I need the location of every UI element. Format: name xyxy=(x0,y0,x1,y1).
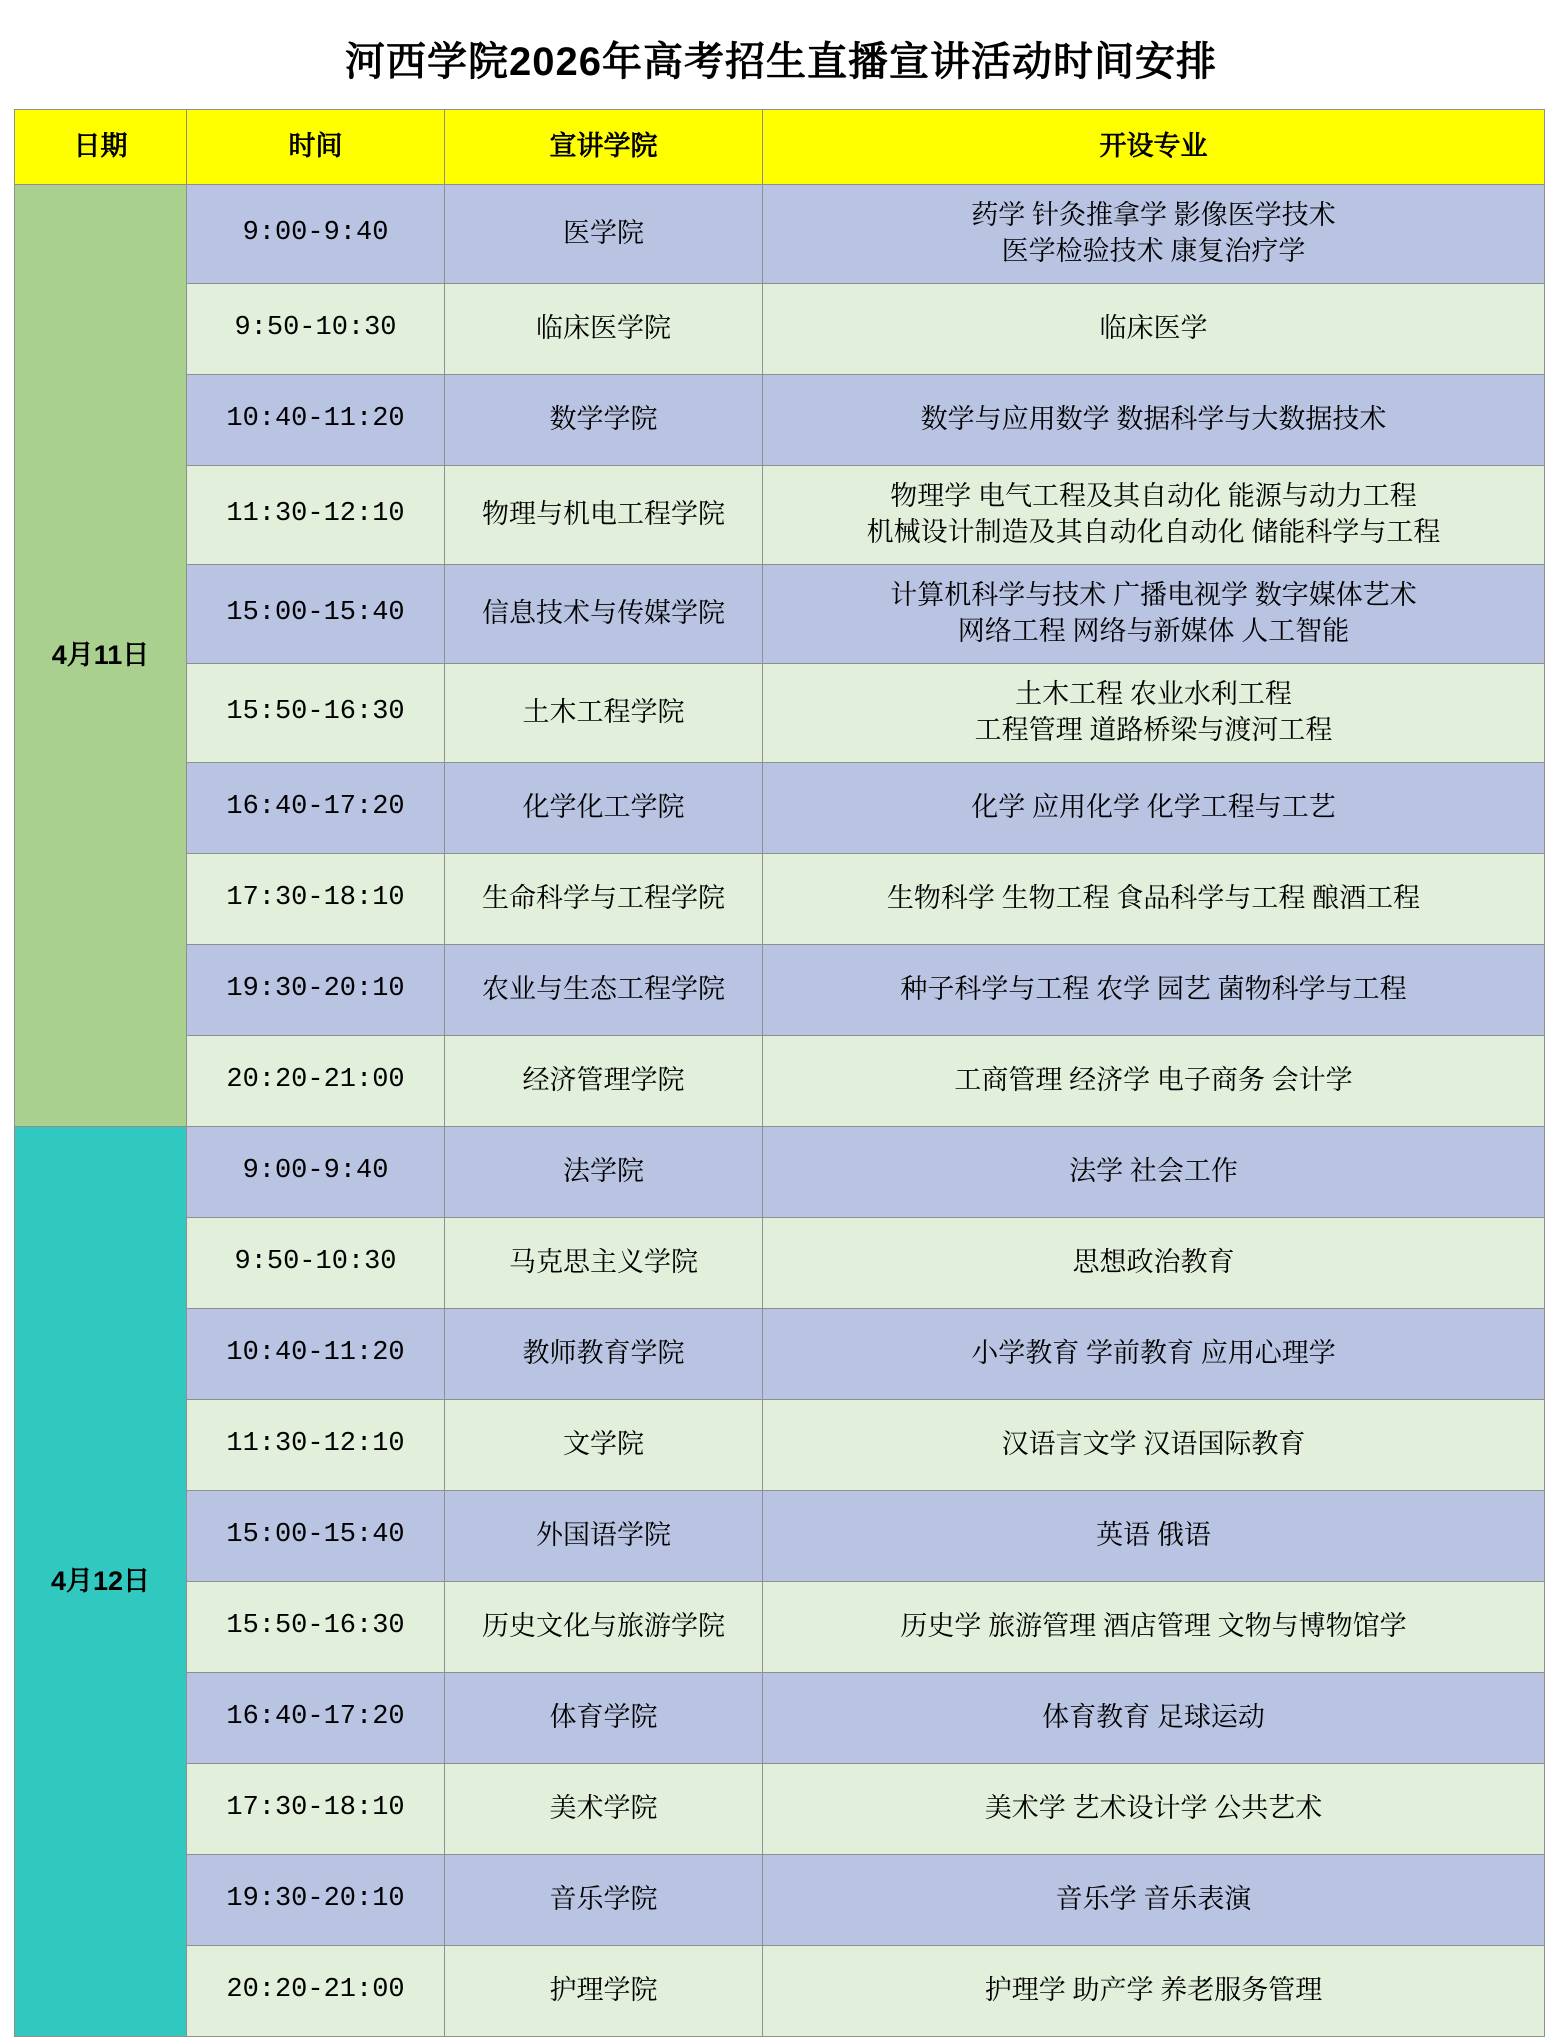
majors-cell xyxy=(763,185,1545,284)
table-row xyxy=(15,664,1545,763)
time-cell: 15:00-15:40 xyxy=(187,565,445,664)
majors-line: 音乐学 音乐表演 xyxy=(1055,1884,1252,1915)
college-cell: 农业与生态工程学院 xyxy=(445,945,763,1036)
time-cell: 17:30-18:10 xyxy=(187,1764,445,1855)
date-cell: 4月12日 xyxy=(15,1127,187,2037)
college-cell: 美术学院 xyxy=(445,1764,763,1855)
table-row xyxy=(15,1400,1545,1491)
college-cell: 音乐学院 xyxy=(445,1855,763,1946)
table-row xyxy=(15,854,1545,945)
table-row xyxy=(15,1036,1545,1127)
majors-line: 汉语言文学 汉语国际教育 xyxy=(1001,1429,1306,1460)
time-cell: 15:50-16:30 xyxy=(187,1582,445,1673)
time-cell: 16:40-17:20 xyxy=(187,1673,445,1764)
college-cell: 马克思主义学院 xyxy=(445,1218,763,1309)
majors-line: 美术学 艺术设计学 公共艺术 xyxy=(984,1793,1323,1824)
header-majors: 开设专业 xyxy=(763,110,1545,185)
majors-line: 英语 俄语 xyxy=(1096,1520,1211,1551)
college-cell: 生命科学与工程学院 xyxy=(445,854,763,945)
college-cell: 护理学院 xyxy=(445,1946,763,2037)
majors-cell xyxy=(763,854,1545,945)
table-row xyxy=(15,1127,1545,1218)
majors-cell xyxy=(763,375,1545,466)
majors-cell xyxy=(763,466,1545,565)
table-row xyxy=(15,284,1545,375)
table-row xyxy=(15,375,1545,466)
time-cell: 10:40-11:20 xyxy=(187,1309,445,1400)
college-cell: 化学化工学院 xyxy=(445,763,763,854)
majors-line: 体育教育 足球运动 xyxy=(1042,1702,1265,1733)
majors-cell xyxy=(763,664,1545,763)
table-row xyxy=(15,1582,1545,1673)
college-cell: 经济管理学院 xyxy=(445,1036,763,1127)
table-row xyxy=(15,1946,1545,2037)
majors-line: 计算机科学与技术 广播电视学 数字媒体艺术 xyxy=(890,580,1417,611)
majors-cell xyxy=(763,945,1545,1036)
table-row xyxy=(15,1764,1545,1855)
majors-cell xyxy=(763,565,1545,664)
time-cell: 16:40-17:20 xyxy=(187,763,445,854)
college-cell: 外国语学院 xyxy=(445,1491,763,1582)
college-cell: 历史文化与旅游学院 xyxy=(445,1582,763,1673)
table-row xyxy=(15,466,1545,565)
college-cell: 教师教育学院 xyxy=(445,1309,763,1400)
majors-line: 物理学 电气工程及其自动化 能源与动力工程 xyxy=(890,481,1417,512)
schedule-table xyxy=(14,109,1545,2037)
table-row xyxy=(15,945,1545,1036)
table-row xyxy=(15,1491,1545,1582)
majors-cell xyxy=(763,1946,1545,2037)
majors-cell xyxy=(763,1855,1545,1946)
college-cell: 土木工程学院 xyxy=(445,664,763,763)
majors-cell xyxy=(763,1764,1545,1855)
college-cell: 法学院 xyxy=(445,1127,763,1218)
majors-cell xyxy=(763,1036,1545,1127)
majors-cell xyxy=(763,1218,1545,1309)
majors-line: 小学教育 学前教育 应用心理学 xyxy=(971,1338,1336,1369)
majors-cell xyxy=(763,1673,1545,1764)
header-date: 日期 xyxy=(15,110,187,185)
majors-line: 数学与应用数学 数据科学与大数据技术 xyxy=(920,404,1387,435)
majors-line: 工商管理 经济学 电子商务 会计学 xyxy=(954,1065,1353,1096)
college-cell: 医学院 xyxy=(445,185,763,284)
majors-cell xyxy=(763,1309,1545,1400)
majors-line: 护理学 助产学 养老服务管理 xyxy=(984,1975,1323,2006)
time-cell: 17:30-18:10 xyxy=(187,854,445,945)
table-row xyxy=(15,1218,1545,1309)
majors-line: 机械设计制造及其自动化自动化 储能科学与工程 xyxy=(866,517,1441,547)
majors-cell xyxy=(763,1582,1545,1673)
table-row xyxy=(15,763,1545,854)
time-cell: 15:50-16:30 xyxy=(187,664,445,763)
college-cell: 数学学院 xyxy=(445,375,763,466)
majors-line: 思想政治教育 xyxy=(1072,1247,1235,1278)
majors-line: 土木工程 农业水利工程 xyxy=(1015,679,1292,710)
table-row xyxy=(15,1309,1545,1400)
time-cell: 19:30-20:10 xyxy=(187,1855,445,1946)
majors-line: 化学 应用化学 化学工程与工艺 xyxy=(971,792,1336,823)
table-header xyxy=(15,110,1545,185)
majors-cell xyxy=(763,1127,1545,1218)
majors-cell xyxy=(763,1491,1545,1582)
majors-line: 药学 针灸推拿学 影像医学技术 xyxy=(971,200,1336,231)
header-college: 宣讲学院 xyxy=(445,110,763,185)
table-row xyxy=(15,185,1545,284)
table-row xyxy=(15,1855,1545,1946)
time-cell: 9:50-10:30 xyxy=(187,1218,445,1309)
majors-line: 法学 社会工作 xyxy=(1069,1156,1238,1187)
header-row xyxy=(15,110,1545,185)
majors-line: 临床医学 xyxy=(1099,313,1208,344)
time-cell: 15:00-15:40 xyxy=(187,1491,445,1582)
college-cell: 物理与机电工程学院 xyxy=(445,466,763,565)
time-cell: 9:00-9:40 xyxy=(187,185,445,284)
header-time: 时间 xyxy=(187,110,445,185)
majors-cell xyxy=(763,284,1545,375)
majors-line: 网络工程 网络与新媒体 人工智能 xyxy=(957,616,1350,646)
college-cell: 信息技术与传媒学院 xyxy=(445,565,763,664)
majors-line: 生物科学 生物工程 食品科学与工程 酿酒工程 xyxy=(886,883,1421,914)
page-title: 河西学院2026年高考招生直播宣讲活动时间安排 xyxy=(345,40,1217,84)
time-cell: 10:40-11:20 xyxy=(187,375,445,466)
time-cell: 11:30-12:10 xyxy=(187,1400,445,1491)
college-cell: 文学院 xyxy=(445,1400,763,1491)
table-row xyxy=(15,565,1545,664)
majors-line: 种子科学与工程 农学 园艺 菌物科学与工程 xyxy=(900,974,1407,1005)
majors-cell xyxy=(763,763,1545,854)
date-cell: 4月11日 xyxy=(15,185,187,1127)
majors-line: 工程管理 道路桥梁与渡河工程 xyxy=(974,715,1333,745)
time-cell: 9:00-9:40 xyxy=(187,1127,445,1218)
majors-line: 历史学 旅游管理 酒店管理 文物与博物馆学 xyxy=(900,1611,1407,1642)
majors-line: 医学检验技术 康复治疗学 xyxy=(1001,236,1306,266)
time-cell: 9:50-10:30 xyxy=(187,284,445,375)
time-cell: 20:20-21:00 xyxy=(187,1036,445,1127)
time-cell: 20:20-21:00 xyxy=(187,1946,445,2037)
table-row xyxy=(15,1673,1545,1764)
time-cell: 19:30-20:10 xyxy=(187,945,445,1036)
table-body xyxy=(15,185,1545,2037)
college-cell: 临床医学院 xyxy=(445,284,763,375)
time-cell: 11:30-12:10 xyxy=(187,466,445,565)
college-cell: 体育学院 xyxy=(445,1673,763,1764)
majors-cell xyxy=(763,1400,1545,1491)
